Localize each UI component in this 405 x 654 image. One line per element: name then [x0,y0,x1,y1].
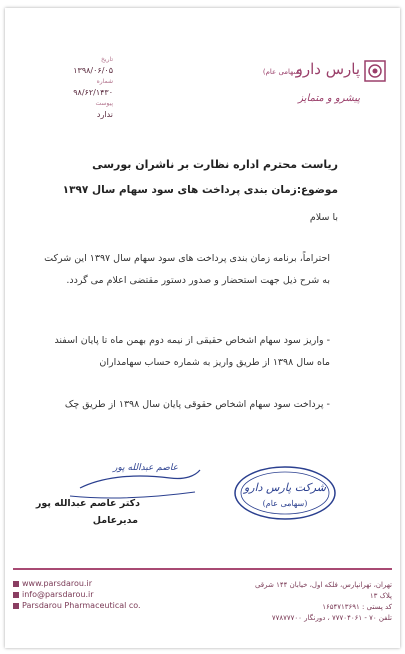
letter-recipient: ریاست محترم اداره نظارت بر ناشران بورسی [92,158,338,171]
letter-paragraph-1: احتراماً، برنامه زمان بندی پرداخت های سود سهام سال ۱۳۹۷ این شرکت به شرح ذیل جهت استحضار و صدور دستور مقتضی اعلام می گردد. [44,253,330,286]
footer-company-text: Parsdarou Pharmaceutical co. [22,601,141,610]
footer-divider [13,568,392,570]
letter-paragraph-3: - پرداخت سود سهام اشخاص حقوقی پایان سال ۱۳۹۸ از طریق چک [64,399,330,410]
stamp-line-2: (سهامی عام) [262,499,308,508]
signatory-title: مدیرعامل [92,515,138,526]
brand-type: (سهامی عام) [262,68,302,76]
footer-email-text: info@parsdarou.ir [22,590,94,599]
footer-address [232,580,392,624]
company-stamp-icon [230,463,340,523]
meta-date-value: ۱۳۹۸/۰۶/۰۵ [73,66,113,75]
footer-company [13,600,141,611]
footer-postal-code: کد پستی : ۱۶۵۴۷۱۳۶۹۱ [322,603,392,611]
letter-meta [27,54,113,120]
footer-plaque: پلاک ۱۳ [369,592,392,600]
company-icon [13,603,19,609]
footer-email[interactable] [13,589,141,600]
stamp-line-1: شرکت پارس دارو [243,481,327,494]
meta-number-value: ۹۸/۶۲/۱۴۳۰ [73,88,113,97]
footer-contacts [13,578,141,611]
letter-subject: موضوع:زمان بندی پرداخت های سود سهام سال ۱۳۹۷ [62,184,338,196]
letter-paragraph-2: - واریز سود سهام اشخاص حقیقی از نیمه دوم بهمن ماه تا پایان اسفند ماه سال ۱۳۹۸ از طریق واریز به شماره حساب سهامداران [54,335,330,368]
meta-date: تاریخ [101,56,113,63]
brand-name: پارس دارو [295,60,360,78]
globe-icon [13,581,19,587]
signature-handwriting: عاصم عبدالله پور [113,463,178,473]
letter-page [5,8,400,648]
mail-icon [13,592,19,598]
signatory-name: دکتر عاصم عبدالله پور [35,498,140,509]
letter-greeting: با سلام [309,212,338,223]
footer-website[interactable] [13,578,141,589]
brand-slogan: پیشرو و متمایز [298,93,360,104]
meta-number: شماره [96,78,113,85]
footer-phone: تلفن ۷۰ - ۷۷۷۰۴۰۶۱ ، دورنگار ۷۷۸۷۷۷۰۰ [271,614,392,622]
parsdarou-logo-icon [364,60,386,82]
footer-website-text: www.parsdarou.ir [22,579,92,588]
meta-attachment: پیوست [95,100,113,107]
footer-address-line: تهران، تهرانپارس، فلکه اول، خیابان ۱۴۴ شرقی [254,581,392,589]
meta-attachment-value: ندارد [96,110,113,119]
